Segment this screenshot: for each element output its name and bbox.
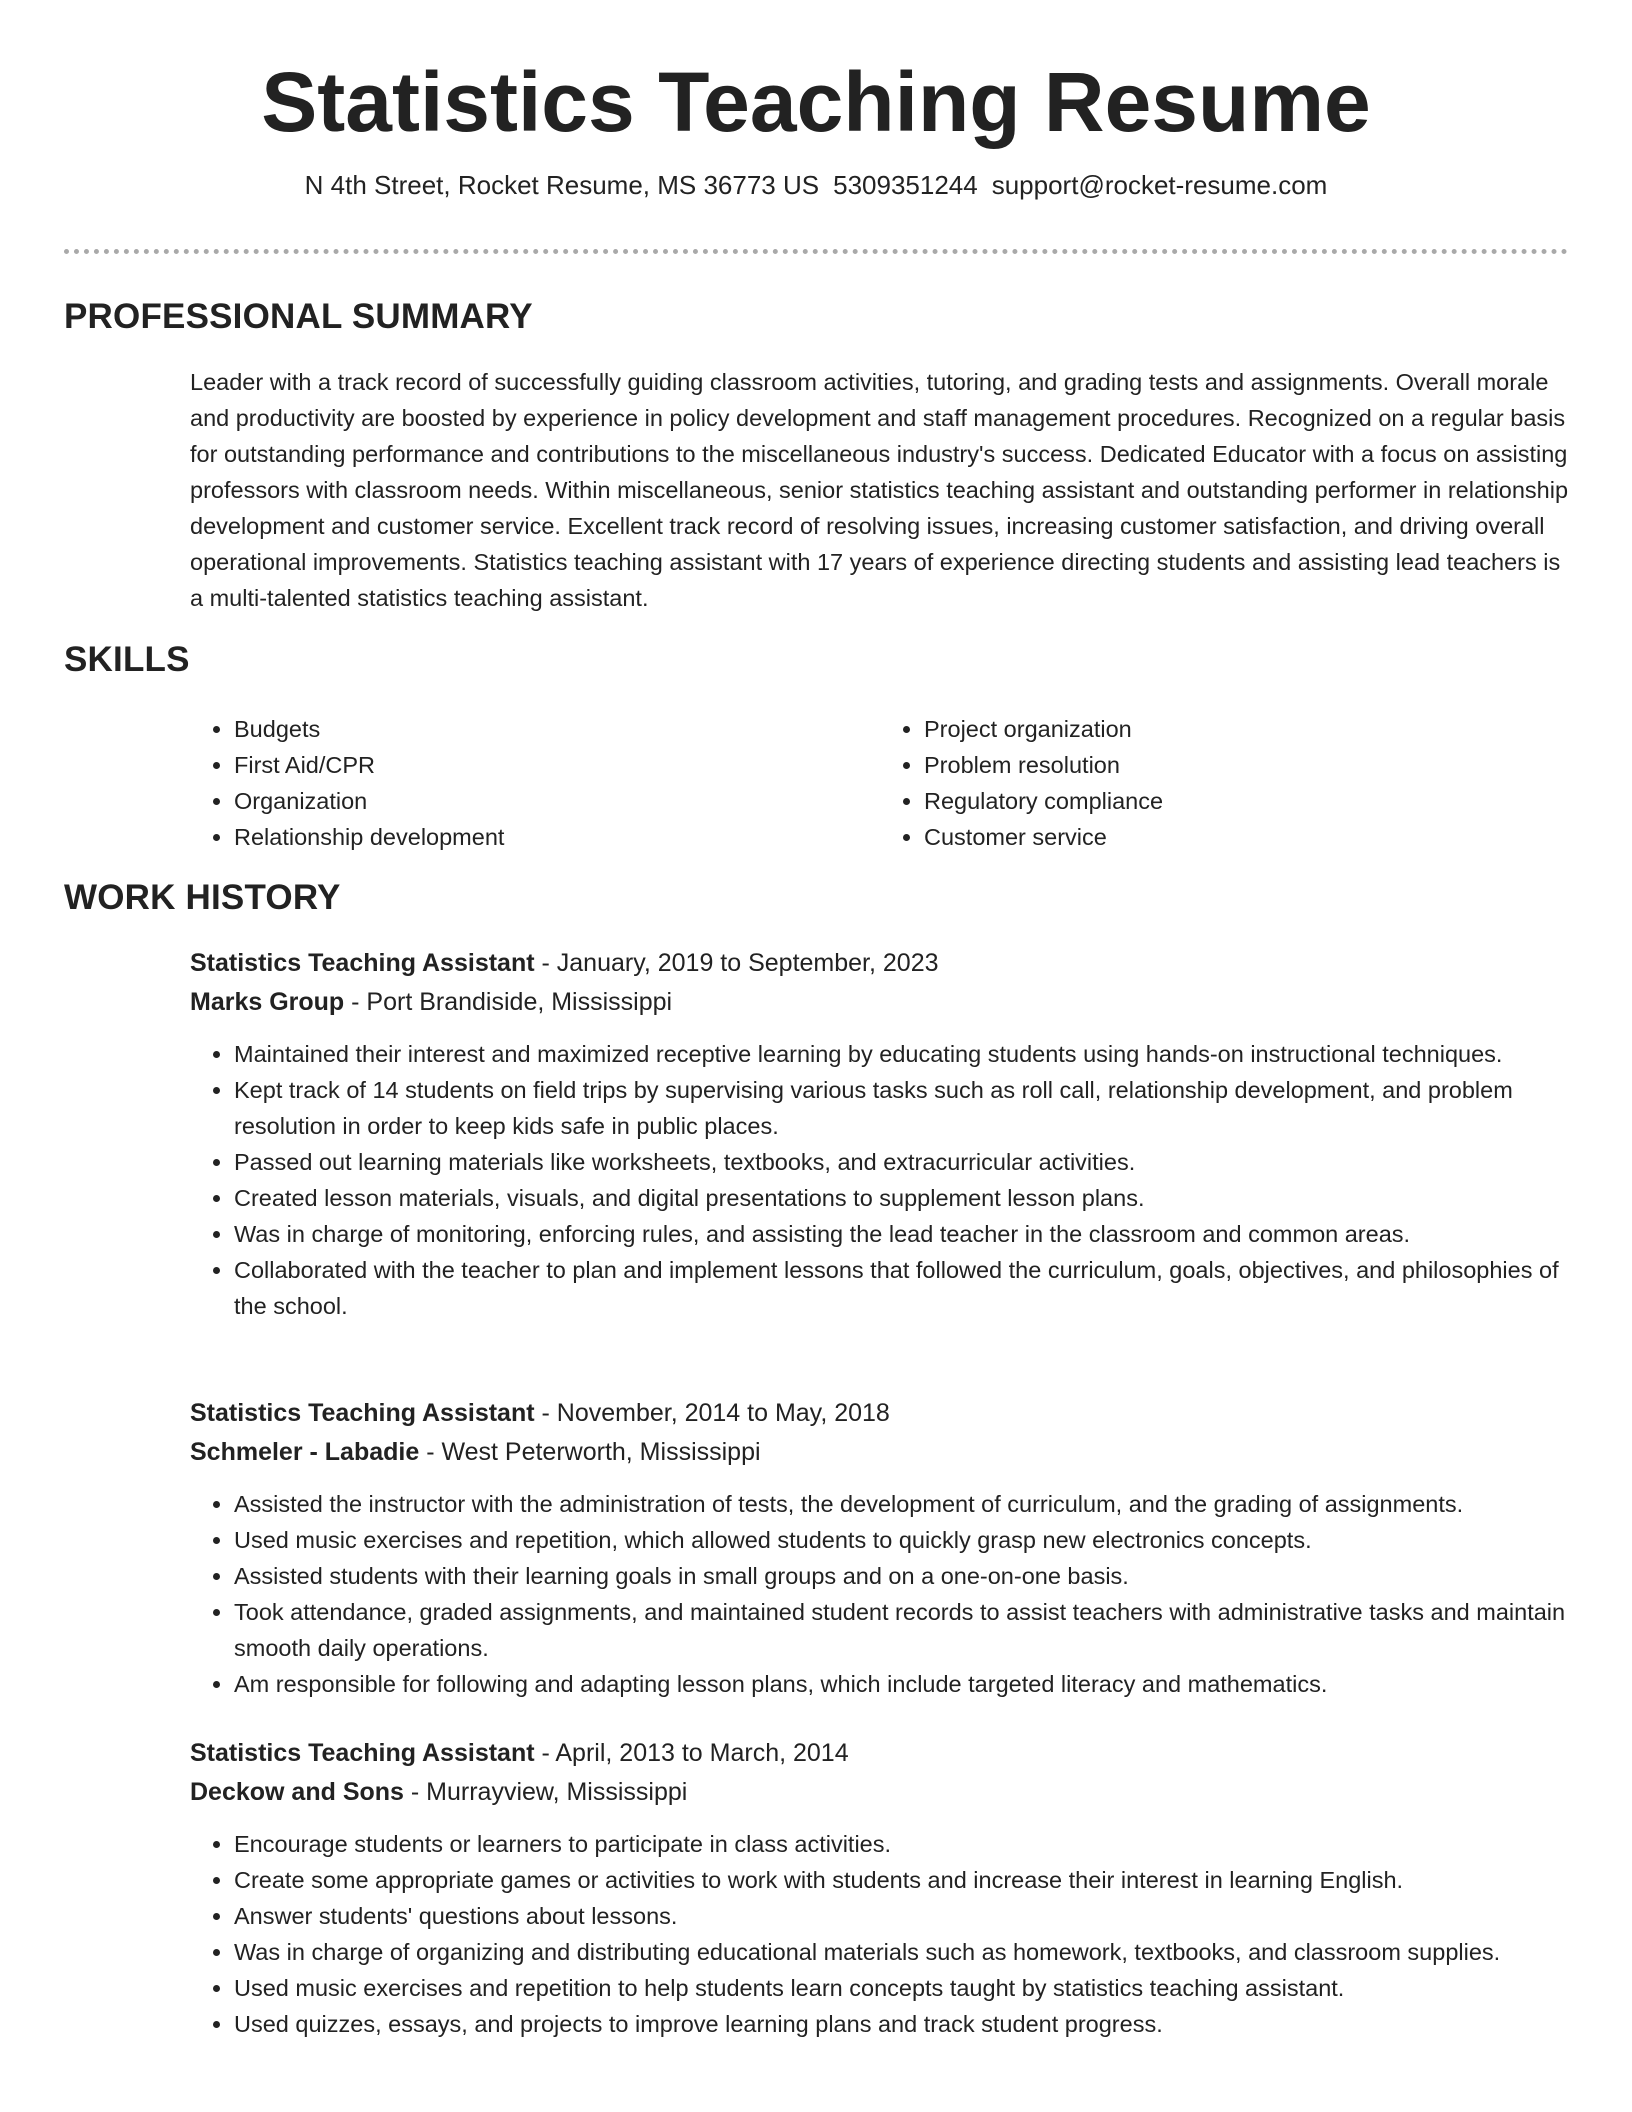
contact-email: support@rocket-resume.com [991,170,1328,200]
job-bullet: • Answer students' questions about lessons. [234,1898,1580,1934]
skill-item: • Project organization [924,711,1570,747]
job-bullet: • Used music exercises and repetition, which allowed students to quickly grasp new electronics concepts. [234,1522,1580,1558]
skills-column-right [880,711,1570,855]
skill-item: • Regulatory compliance [924,783,1570,819]
skills-column-left [190,711,880,855]
skill-item: • Customer service [924,819,1570,855]
contact-line [0,168,1632,202]
job-company-line [190,1773,1580,1812]
skill-item: • Budgets [234,711,880,747]
job-location: - Murrayview, Mississippi [403,1778,688,1806]
skill-item: • Relationship development [234,819,880,855]
job-bullet: • Encourage students or learners to participate in class activities. [234,1826,1580,1862]
job-dates: - April, 2013 to March, 2014 [534,1739,849,1767]
summary-heading: PROFESSIONAL SUMMARY [64,297,533,336]
job-bullet: • Used quizzes, essays, and projects to improve learning plans and track student progress. [234,2006,1580,2042]
job-bullet: • Kept track of 14 students on field trips by supervising various tasks such as roll call, relationship development, and problem resolution in order to keep kids safe in public places. [234,1072,1580,1144]
job-role: Statistics Teaching Assistant [190,1399,535,1427]
job-bullets [190,1826,1580,2042]
job-role: Statistics Teaching Assistant [190,949,535,977]
job-bullet: • Am responsible for following and adapting lesson plans, which include targeted literacy and mathematics. [234,1666,1580,1702]
resume-title: Statistics Teaching Resume [261,55,1371,149]
job-bullet: • Assisted students with their learning goals in small groups and on a one-on-one basis. [234,1558,1580,1594]
job-company-line [190,1433,1580,1472]
job-dates: - November, 2014 to May, 2018 [534,1399,890,1427]
skill-item: • First Aid/CPR [234,747,880,783]
job-company: Deckow and Sons [190,1778,404,1806]
job-bullets [190,1486,1580,1702]
contact-phone: 5309351244 [833,170,978,200]
job-bullets [190,1036,1580,1324]
job-dates: - January, 2019 to September, 2023 [534,949,939,977]
resume-header [0,0,1632,202]
job-entry [190,1394,1580,1702]
job-bullet: • Assisted the instructor with the administration of tests, the development of curriculum, and the grading of assignments. [234,1486,1580,1522]
job-company-line [190,983,1580,1022]
job-role-line [190,1734,1580,1773]
skills-list [190,711,1570,855]
job-role-line [190,1394,1580,1433]
skills-heading: SKILLS [64,640,190,679]
job-role-line [190,944,1580,983]
job-company: Marks Group [190,988,345,1016]
skill-item: • Problem resolution [924,747,1570,783]
skill-item: • Organization [234,783,880,819]
summary-text: Leader with a track record of successfully guiding classroom activities, tutoring, and grading tests and assignments. Overall morale and productivity are boosted by experience in policy development and staff management procedures. Recognized on a regular basis for outstanding performance and contributions to the miscellaneous industry's success. Dedicated Educator with a focus on assisting professors with classroom needs. Within miscellaneous, senior statistics teaching assistant and outstanding performer in relationship development and customer service. Excellent track record of resolving issues, increasing customer satisfaction, and driving overall operational improvements. Statistics teaching assistant with 17 years of experience directing students and assisting lead teachers is a multi-talented statistics teaching assistant. [190,369,1569,611]
job-role: Statistics Teaching Assistant [190,1739,535,1767]
job-entry [190,944,1580,1324]
contact-address: N 4th Street, Rocket Resume, MS 36773 US [304,170,820,200]
job-location: - Port Brandiside, Mississippi [344,988,673,1016]
job-bullet: • Took attendance, graded assignments, and maintained student records to assist teachers with administrative tasks and maintain smooth daily operations. [234,1594,1580,1666]
job-bullet: • Used music exercises and repetition to help students learn concepts taught by statistics teaching assistant. [234,1970,1580,2006]
job-bullet: • Maintained their interest and maximized receptive learning by educating students using hands-on instructional techniques. [234,1036,1580,1072]
job-location: - West Peterworth, Mississippi [419,1438,761,1466]
job-bullet: • Was in charge of monitoring, enforcing rules, and assisting the lead teacher in the classroom and common areas. [234,1216,1580,1252]
job-company: Schmeler - Labadie [190,1438,420,1466]
job-bullet: • Created lesson materials, visuals, and digital presentations to supplement lesson plans. [234,1180,1580,1216]
header-divider [64,249,1568,254]
work-history-heading: WORK HISTORY [64,878,341,917]
job-entry [190,1734,1580,2042]
job-bullet: • Create some appropriate games or activities to work with students and increase their interest in learning English. [234,1862,1580,1898]
job-bullet: • Collaborated with the teacher to plan and implement lessons that followed the curriculum, goals, objectives, and philosophies of the school. [234,1252,1580,1324]
job-bullet: • Was in charge of organizing and distributing educational materials such as homework, textbooks, and classroom supplies. [234,1934,1580,1970]
job-bullet: • Passed out learning materials like worksheets, textbooks, and extracurricular activities. [234,1144,1580,1180]
